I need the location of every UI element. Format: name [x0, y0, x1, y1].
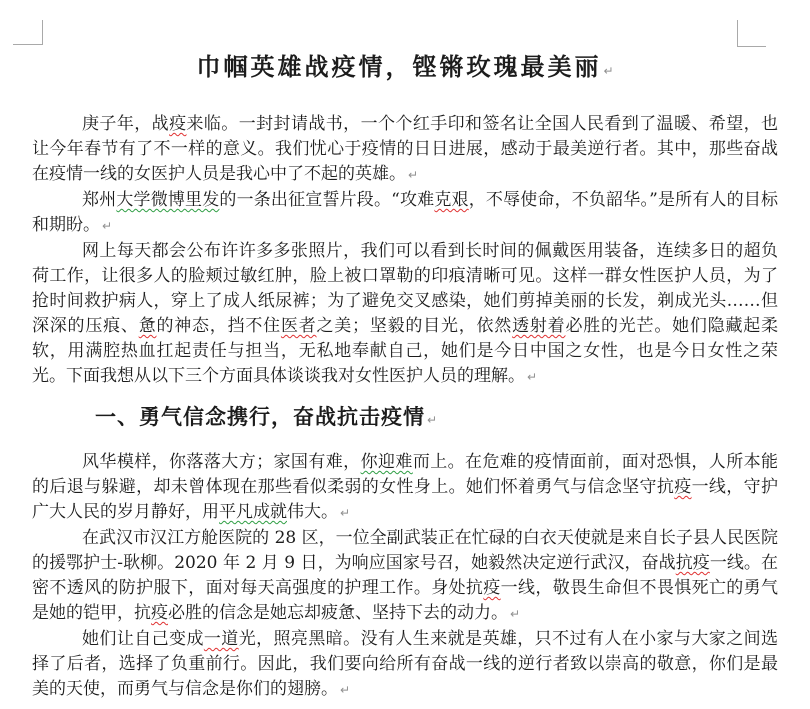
spellcheck-underline-text: 抗疫: [675, 553, 710, 573]
text-run: 郑州: [82, 190, 117, 210]
text-boundary-mark-top-right: [737, 20, 766, 47]
text-run: 一线。在密不透风的防护服下，面对每天高强度的护理工作。身处抗: [32, 553, 778, 598]
paragraph-mark: ↵: [510, 607, 521, 621]
spellcheck-underline-text: 一道: [203, 629, 239, 649]
paragraph: [32, 188, 778, 239]
text-run: 一线，守护广大人民的岁月静好，用: [32, 477, 779, 522]
spellcheck-underline-text: 疫: [483, 578, 501, 598]
spellcheck-underline-text: 疫: [151, 603, 168, 623]
document-body: [32, 50, 778, 703]
text-run: 一、勇气信念携行，奋战抗击疫情: [95, 404, 425, 429]
text-run: 风华模样，你落落大方；家国有难，: [82, 452, 361, 472]
spellcheck-underline-text: 医者: [280, 316, 317, 336]
grammar-underline-text: 平凡成就: [219, 502, 287, 522]
paragraph: [32, 450, 778, 526]
text-run: 必胜的光芒。她们隐藏起柔软，用满腔热血扛起责任与担当，无私地奉献自己，她们是今日中国之女性，也是今日女性之荣光。下面我想从以下三个方面具体谈谈我对女性医护人员的理解。: [32, 316, 779, 386]
paragraph-mark: ↵: [603, 64, 614, 78]
spellcheck-underline-text: 疫: [674, 477, 692, 497]
text-run: 的一条出征宣誓片段。“攻难: [219, 190, 435, 210]
paragraph: [32, 627, 778, 703]
paragraph-mark: ↵: [427, 413, 438, 427]
paragraph: [32, 239, 778, 390]
section-heading: [32, 403, 778, 434]
paragraph: [32, 526, 778, 627]
text-boundary-mark-top-left: [13, 20, 43, 45]
text-run: 她们让自己变成: [82, 629, 204, 649]
text-run: 之美；坚毅的目光，依然: [316, 316, 513, 336]
paragraph-mark: ↵: [408, 168, 419, 182]
document-title: [32, 50, 778, 88]
text-run: 庚子年，战: [82, 114, 170, 134]
spellcheck-underline-text: 克艰: [434, 190, 469, 210]
text-run: ，不辱使命，不负韶华。”是所有人的目标和期盼。: [32, 190, 779, 235]
document-blocks: [32, 112, 778, 703]
text-run: 来临。一封封请战书，一个个红手印和签名让全国人民看到了温暖、希望，也让今年春节有了不一样的意义。我们忧心于疫情的日日进展，感动于最美逆行者。其中，那些奋战在疫情一线的女医护人员是我心中了不起的英雄。: [32, 114, 779, 184]
text-run: 在武汉市汉江方舱医院的 28 区，一位全副武装正在忙碌的白衣天使就是来自长子县人民医院的援鄂护士-耿柳。2020 年 2 月 9 日，为响应国家号召，她毅然决定逆行武汉，奋战: [32, 528, 778, 573]
grammar-underline-text: 大学微博里发: [116, 190, 220, 210]
spellcheck-underline-text: 惫: [138, 316, 157, 336]
text-run: 一线，敬畏生命但不畏惧死亡的勇气是她的铠甲，抗: [32, 578, 779, 623]
paragraph-mark: ↵: [340, 506, 351, 520]
spellcheck-underline-text: 透射着: [512, 316, 566, 336]
paragraph-mark: ↵: [527, 370, 538, 384]
text-run: 光，照亮黑暗。没有人生来就是英雄，只不过有人在小家与大家之间选择了后者，选择了负重前行。因此，我们要向给所有奋战一线的逆行者致以崇高的敬意，你们是最美的天使，而勇气与信念是你们的翅膀。: [32, 629, 779, 699]
paragraph-mark: ↵: [102, 219, 113, 233]
paragraph-mark: ↵: [340, 683, 351, 697]
grammar-underline-text: 你迎难: [360, 452, 413, 472]
text-run: 伟大。: [287, 502, 338, 522]
text-run: 网上每天都会公布许许多多张照片，我们可以看到长时间的佩戴医用装备，连续多日的超负荷工作，让很多人的脸颊过敏红肿，脸上被口罩勒的印痕清晰可见。这样一群女性医护人员，为了抢时间救护病人，穿上了成人纸尿裤；为了避免交叉感染，她们剪掉美丽的长发，剃成光头……但深深的压痕、: [32, 241, 778, 336]
text-run: 的神态，挡不住: [156, 316, 281, 336]
text-run: 必胜的信念是她忘却疲惫、坚持下去的动力。: [168, 603, 508, 623]
text-run: 而上。在危难的疫情面前，面对恐惧，人所本能的后退与躲避，却未曾体现在那些看似柔弱的女性身上。她们怀着勇气与信念坚守抗: [32, 452, 779, 497]
document-title-text: 巾帼英雄战疫情，铿锵玫瑰最美丽: [196, 52, 602, 81]
paragraph: [32, 112, 778, 188]
spellcheck-underline-text: 疫: [169, 114, 187, 134]
